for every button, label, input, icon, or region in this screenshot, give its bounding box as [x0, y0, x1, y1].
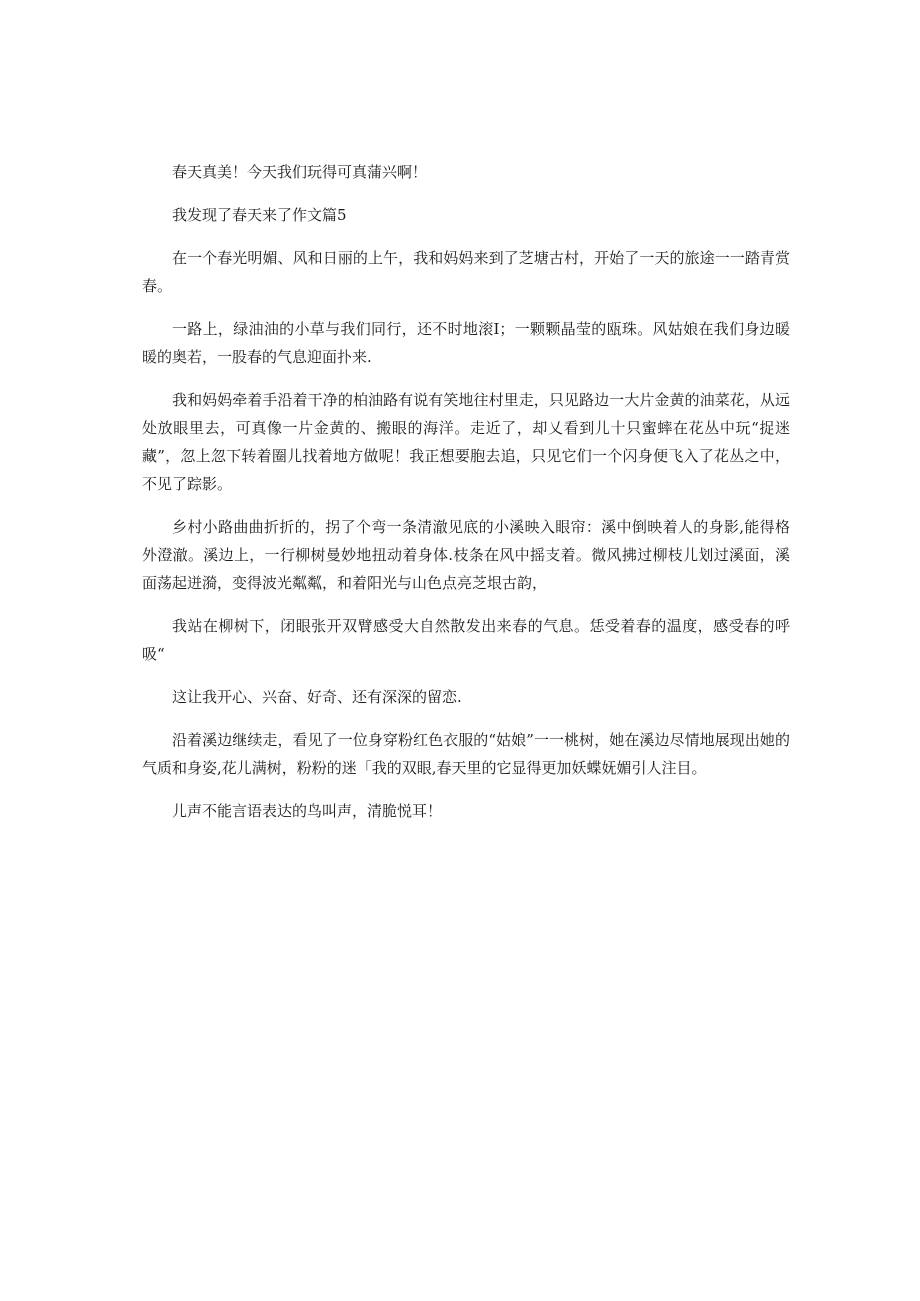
paragraph-intro: 在一个春光明媚、风和日丽的上午，我和妈妈来到了芝塘古村，开始了一天的旅途一一踏青赏春。: [142, 249, 790, 295]
paragraph-flowers: 我和妈妈牵着手沿着干净的柏油路有说有笑地往村里走，只见路边一大片金黄的油菜花，从远处放眼里去，可真像一片金黄的、搬眼的海洋。走近了，却乂看到儿十只蜜蟀在花丛中玩“捉迷藏”，忽上忽下转着圈儿找着地方做呢！我正想要胞去追，只见它们一个闪身便飞入了花丛之中，不见了踪影。: [142, 391, 790, 493]
section-heading: 我发现了春天来了作文篇5: [172, 206, 347, 224]
paragraph-willow: 我站在柳树下，闭眼张开双臂感受大自然散发出来春的气息。恁受着春的温度，感受春的呼吸“: [142, 617, 790, 663]
paragraph-closing-line: 春天真美！今天我们玩得可真蒲兴啊！: [172, 163, 428, 181]
paragraph-birds: 儿声不能言语表达的鸟叫声，清脆悦耳！: [172, 802, 443, 820]
paragraph-stream: 乡村小路曲曲折折的，拐了个弯一条清澈见底的小溪映入眼帘：溪中倒映着人的身影,能得格外澄澈。溪边上，一行柳树曼妙地扭动着身体.枝条在风中摇支着。微风拂过柳枝儿划过溪面，溪面荡起迸漪，变得波光粼粼，和着阳光与山色点亮芝垠古韵，: [142, 518, 790, 592]
paragraph-feeling: 这让我开心、兴奋、好奇、还有深深的留恋.: [172, 688, 462, 706]
paragraph-peach: 沿着溪边继续走，看见了一位身穿粉红色衣服的“姑娘”一一桃树，她在溪边尽情地展现出她的气质和身姿,花儿满树，粉粉的迷「我的双眼,春天里的它显得更加妖蝶妩媚引人注目。: [142, 731, 790, 777]
document-body: [142, 158, 790, 840]
paragraph-road: 一路上，绿油油的小草与我们同行，还不时地滚I；一颗颗晶莹的瓯珠。风姑娘在我们身边暖暖的奥若，一股春的气息迎面扑来.: [142, 320, 790, 366]
